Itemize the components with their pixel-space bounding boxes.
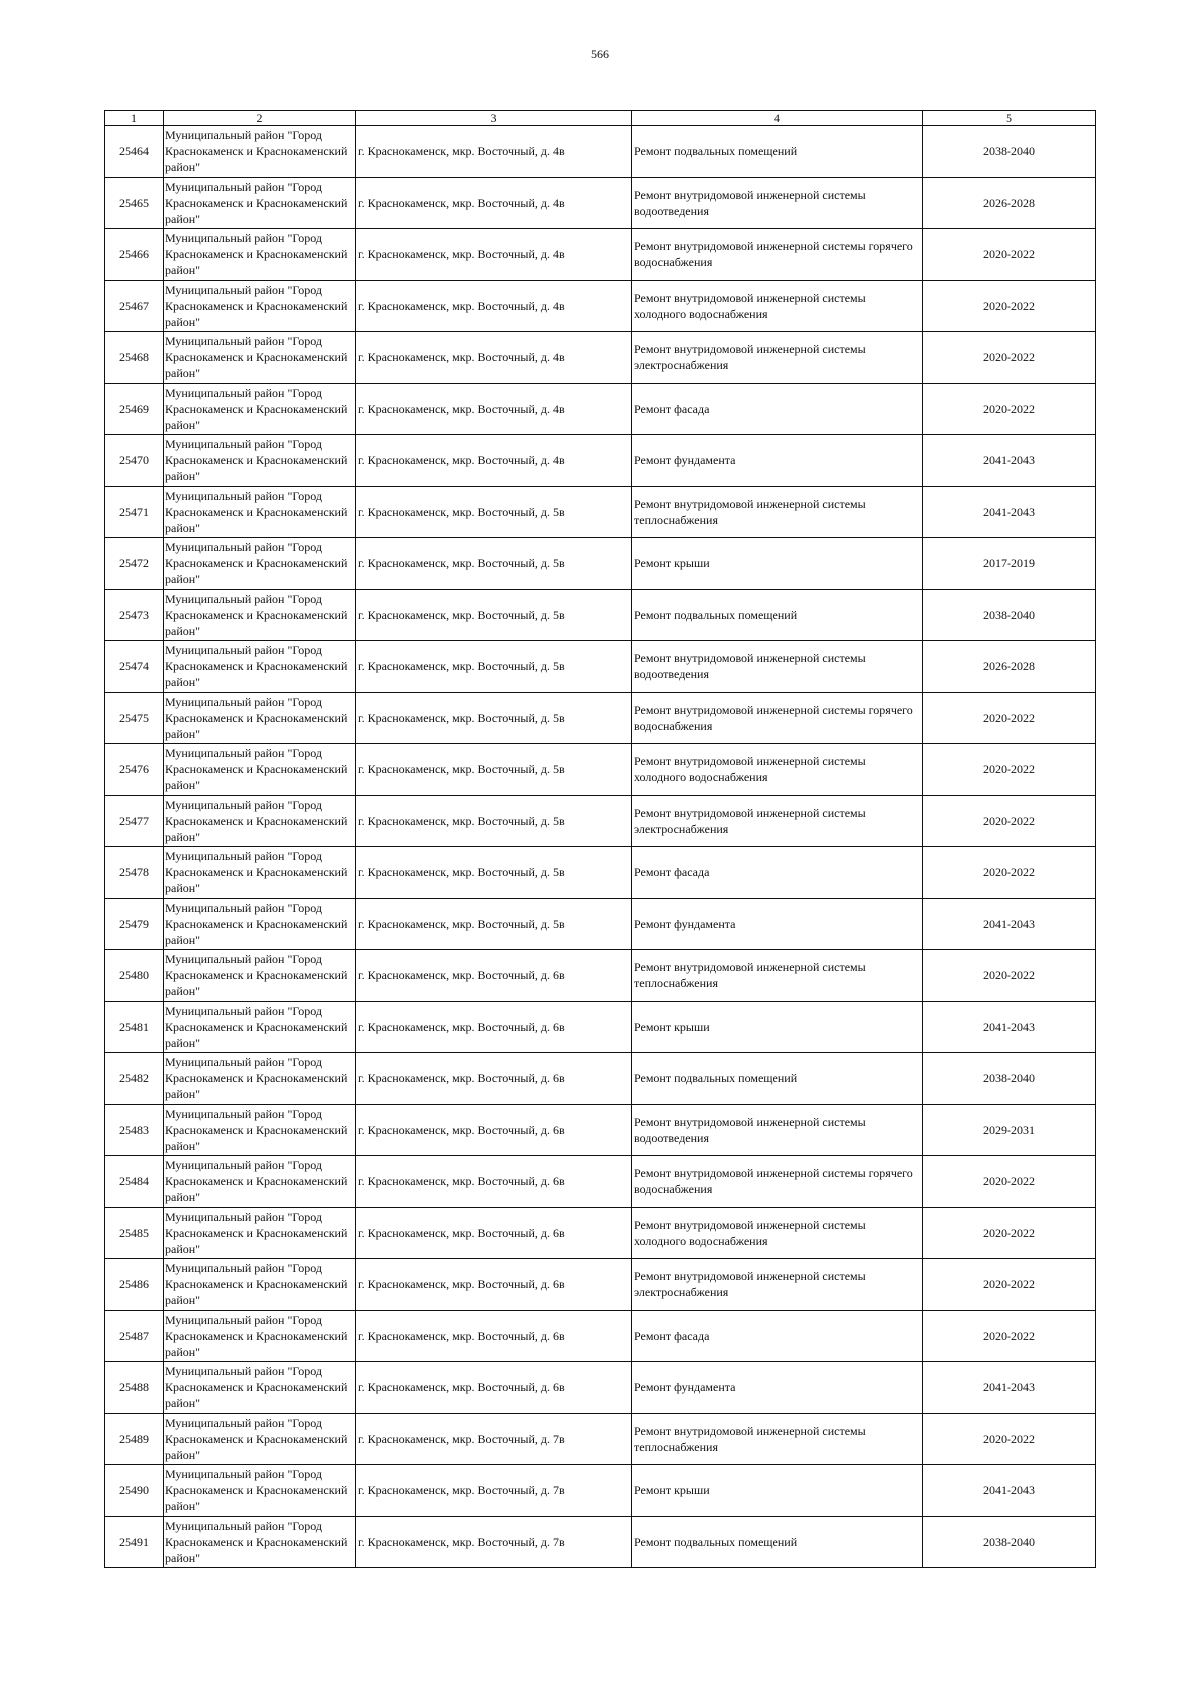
municipality-cell: Муниципальный район "Город Краснокаменск и Краснокаменский район" [164, 177, 356, 229]
address-cell: г. Краснокаменск, мкр. Восточный, д. 6в [356, 1362, 632, 1414]
header-cell-1: 1 [105, 111, 164, 126]
work-type-cell: Ремонт внутридомовой инженерной системы электроснабжения [632, 1259, 923, 1311]
table-row [105, 229, 1096, 281]
work-type-cell: Ремонт внутридомовой инженерной системы холодного водоснабжения [632, 1207, 923, 1259]
row-number-cell: 25475 [105, 692, 164, 744]
period-cell: 2020-2022 [923, 1413, 1096, 1465]
municipality-cell: Муниципальный район "Город Краснокаменск и Краснокаменский район" [164, 898, 356, 950]
table-row [105, 538, 1096, 590]
municipality-cell: Муниципальный район "Город Краснокаменск и Краснокаменский район" [164, 1516, 356, 1568]
row-number-cell: 25483 [105, 1104, 164, 1156]
period-cell: 2038-2040 [923, 1516, 1096, 1568]
table-row [105, 1207, 1096, 1259]
work-type-cell: Ремонт внутридомовой инженерной системы холодного водоснабжения [632, 744, 923, 796]
address-cell: г. Краснокаменск, мкр. Восточный, д. 4в [356, 280, 632, 332]
work-type-cell: Ремонт внутридомовой инженерной системы теплоснабжения [632, 486, 923, 538]
municipality-cell: Муниципальный район "Город Краснокаменск и Краснокаменский район" [164, 795, 356, 847]
row-number-cell: 25476 [105, 744, 164, 796]
address-cell: г. Краснокаменск, мкр. Восточный, д. 5в [356, 795, 632, 847]
municipality-cell: Муниципальный район "Город Краснокаменск и Краснокаменский район" [164, 126, 356, 178]
work-type-cell: Ремонт подвальных помещений [632, 126, 923, 178]
row-number-cell: 25491 [105, 1516, 164, 1568]
row-number-cell: 25466 [105, 229, 164, 281]
work-type-cell: Ремонт внутридомовой инженерной системы электроснабжения [632, 795, 923, 847]
period-cell: 2020-2022 [923, 1310, 1096, 1362]
work-type-cell: Ремонт внутридомовой инженерной системы теплоснабжения [632, 1413, 923, 1465]
municipality-cell: Муниципальный район "Город Краснокаменск и Краснокаменский район" [164, 847, 356, 899]
work-type-cell: Ремонт внутридомовой инженерной системы водоотведения [632, 1104, 923, 1156]
header-row [105, 111, 1096, 126]
municipality-cell: Муниципальный район "Город Краснокаменск и Краснокаменский район" [164, 280, 356, 332]
municipality-cell: Муниципальный район "Город Краснокаменск и Краснокаменский район" [164, 1104, 356, 1156]
row-number-cell: 25468 [105, 332, 164, 384]
header-cell-4: 4 [632, 111, 923, 126]
municipality-cell: Муниципальный район "Город Краснокаменск и Краснокаменский район" [164, 1156, 356, 1208]
period-cell: 2041-2043 [923, 1465, 1096, 1517]
municipality-cell: Муниципальный район "Город Краснокаменск и Краснокаменский район" [164, 229, 356, 281]
row-number-cell: 25480 [105, 950, 164, 1002]
period-cell: 2038-2040 [923, 126, 1096, 178]
work-type-cell: Ремонт внутридомовой инженерной системы холодного водоснабжения [632, 280, 923, 332]
table-row [105, 641, 1096, 693]
row-number-cell: 25472 [105, 538, 164, 590]
table-row [105, 1156, 1096, 1208]
address-cell: г. Краснокаменск, мкр. Восточный, д. 4в [356, 126, 632, 178]
period-cell: 2020-2022 [923, 744, 1096, 796]
municipality-cell: Муниципальный район "Город Краснокаменск и Краснокаменский район" [164, 950, 356, 1002]
row-number-cell: 25488 [105, 1362, 164, 1414]
address-cell: г. Краснокаменск, мкр. Восточный, д. 7в [356, 1413, 632, 1465]
period-cell: 2020-2022 [923, 847, 1096, 899]
address-cell: г. Краснокаменск, мкр. Восточный, д. 7в [356, 1516, 632, 1568]
work-type-cell: Ремонт подвальных помещений [632, 1053, 923, 1105]
municipality-cell: Муниципальный район "Город Краснокаменск и Краснокаменский район" [164, 486, 356, 538]
table-row [105, 898, 1096, 950]
table-row [105, 280, 1096, 332]
municipality-cell: Муниципальный район "Город Краснокаменск и Краснокаменский район" [164, 1310, 356, 1362]
table-row [105, 950, 1096, 1002]
municipality-cell: Муниципальный район "Город Краснокаменск и Краснокаменский район" [164, 589, 356, 641]
period-cell: 2020-2022 [923, 280, 1096, 332]
row-number-cell: 25489 [105, 1413, 164, 1465]
table-row [105, 486, 1096, 538]
period-cell: 2041-2043 [923, 898, 1096, 950]
period-cell: 2041-2043 [923, 1001, 1096, 1053]
municipality-cell: Муниципальный район "Город Краснокаменск и Краснокаменский район" [164, 1259, 356, 1311]
work-type-cell: Ремонт подвальных помещений [632, 589, 923, 641]
period-cell: 2020-2022 [923, 692, 1096, 744]
period-cell: 2020-2022 [923, 1207, 1096, 1259]
municipality-cell: Муниципальный район "Город Краснокаменск и Краснокаменский район" [164, 383, 356, 435]
table-row [105, 1001, 1096, 1053]
address-cell: г. Краснокаменск, мкр. Восточный, д. 6в [356, 1001, 632, 1053]
period-cell: 2029-2031 [923, 1104, 1096, 1156]
municipality-cell: Муниципальный район "Город Краснокаменск и Краснокаменский район" [164, 538, 356, 590]
table-row [105, 177, 1096, 229]
municipality-cell: Муниципальный район "Город Краснокаменск и Краснокаменский район" [164, 1207, 356, 1259]
work-type-cell: Ремонт крыши [632, 538, 923, 590]
table-row [105, 692, 1096, 744]
table-row [105, 1516, 1096, 1568]
table-row [105, 1053, 1096, 1105]
period-cell: 2038-2040 [923, 1053, 1096, 1105]
address-cell: г. Краснокаменск, мкр. Восточный, д. 5в [356, 898, 632, 950]
table-row [105, 744, 1096, 796]
table-row [105, 1259, 1096, 1311]
work-type-cell: Ремонт фундамента [632, 435, 923, 487]
municipality-cell: Муниципальный район "Город Краснокаменск и Краснокаменский район" [164, 641, 356, 693]
work-type-cell: Ремонт фасада [632, 1310, 923, 1362]
period-cell: 2017-2019 [923, 538, 1096, 590]
period-cell: 2041-2043 [923, 1362, 1096, 1414]
row-number-cell: 25473 [105, 589, 164, 641]
work-type-cell: Ремонт внутридомовой инженерной системы водоотведения [632, 177, 923, 229]
row-number-cell: 25477 [105, 795, 164, 847]
repair-schedule-table [104, 110, 1096, 1568]
municipality-cell: Муниципальный район "Город Краснокаменск и Краснокаменский район" [164, 1465, 356, 1517]
work-type-cell: Ремонт подвальных помещений [632, 1516, 923, 1568]
table-row [105, 1362, 1096, 1414]
work-type-cell: Ремонт внутридомовой инженерной системы теплоснабжения [632, 950, 923, 1002]
address-cell: г. Краснокаменск, мкр. Восточный, д. 6в [356, 950, 632, 1002]
municipality-cell: Муниципальный район "Город Краснокаменск и Краснокаменский район" [164, 1413, 356, 1465]
table-row [105, 1104, 1096, 1156]
table-row [105, 126, 1096, 178]
municipality-cell: Муниципальный район "Город Краснокаменск и Краснокаменский район" [164, 1001, 356, 1053]
row-number-cell: 25490 [105, 1465, 164, 1517]
period-cell: 2020-2022 [923, 229, 1096, 281]
row-number-cell: 25478 [105, 847, 164, 899]
row-number-cell: 25474 [105, 641, 164, 693]
address-cell: г. Краснокаменск, мкр. Восточный, д. 6в [356, 1207, 632, 1259]
page-number: 566 [591, 47, 609, 61]
row-number-cell: 25464 [105, 126, 164, 178]
header-cell-3: 3 [356, 111, 632, 126]
period-cell: 2020-2022 [923, 383, 1096, 435]
work-type-cell: Ремонт крыши [632, 1465, 923, 1517]
address-cell: г. Краснокаменск, мкр. Восточный, д. 4в [356, 435, 632, 487]
period-cell: 2041-2043 [923, 486, 1096, 538]
row-number-cell: 25482 [105, 1053, 164, 1105]
address-cell: г. Краснокаменск, мкр. Восточный, д. 5в [356, 847, 632, 899]
header-cell-5: 5 [923, 111, 1096, 126]
row-number-cell: 25487 [105, 1310, 164, 1362]
period-cell: 2038-2040 [923, 589, 1096, 641]
address-cell: г. Краснокаменск, мкр. Восточный, д. 6в [356, 1156, 632, 1208]
work-type-cell: Ремонт внутридомовой инженерной системы горячего водоснабжения [632, 692, 923, 744]
address-cell: г. Краснокаменск, мкр. Восточный, д. 5в [356, 641, 632, 693]
period-cell: 2020-2022 [923, 332, 1096, 384]
address-cell: г. Краснокаменск, мкр. Восточный, д. 6в [356, 1310, 632, 1362]
work-type-cell: Ремонт фасада [632, 847, 923, 899]
address-cell: г. Краснокаменск, мкр. Восточный, д. 4в [356, 229, 632, 281]
row-number-cell: 25484 [105, 1156, 164, 1208]
row-number-cell: 25481 [105, 1001, 164, 1053]
address-cell: г. Краснокаменск, мкр. Восточный, д. 5в [356, 692, 632, 744]
address-cell: г. Краснокаменск, мкр. Восточный, д. 4в [356, 177, 632, 229]
municipality-cell: Муниципальный район "Город Краснокаменск и Краснокаменский район" [164, 692, 356, 744]
row-number-cell: 25465 [105, 177, 164, 229]
table-body [105, 126, 1096, 1568]
period-cell: 2026-2028 [923, 641, 1096, 693]
period-cell: 2020-2022 [923, 795, 1096, 847]
address-cell: г. Краснокаменск, мкр. Восточный, д. 6в [356, 1053, 632, 1105]
work-type-cell: Ремонт фундамента [632, 898, 923, 950]
address-cell: г. Краснокаменск, мкр. Восточный, д. 5в [356, 538, 632, 590]
header-cell-2: 2 [164, 111, 356, 126]
row-number-cell: 25467 [105, 280, 164, 332]
period-cell: 2020-2022 [923, 1259, 1096, 1311]
table-row [105, 332, 1096, 384]
row-number-cell: 25470 [105, 435, 164, 487]
table-row [105, 1310, 1096, 1362]
address-cell: г. Краснокаменск, мкр. Восточный, д. 7в [356, 1465, 632, 1517]
work-type-cell: Ремонт внутридомовой инженерной системы водоотведения [632, 641, 923, 693]
municipality-cell: Муниципальный район "Город Краснокаменск и Краснокаменский район" [164, 332, 356, 384]
work-type-cell: Ремонт внутридомовой инженерной системы горячего водоснабжения [632, 1156, 923, 1208]
work-type-cell: Ремонт внутридомовой инженерной системы горячего водоснабжения [632, 229, 923, 281]
municipality-cell: Муниципальный район "Город Краснокаменск и Краснокаменский район" [164, 435, 356, 487]
address-cell: г. Краснокаменск, мкр. Восточный, д. 4в [356, 332, 632, 384]
work-type-cell: Ремонт внутридомовой инженерной системы электроснабжения [632, 332, 923, 384]
municipality-cell: Муниципальный район "Город Краснокаменск и Краснокаменский район" [164, 1053, 356, 1105]
period-cell: 2020-2022 [923, 950, 1096, 1002]
period-cell: 2026-2028 [923, 177, 1096, 229]
address-cell: г. Краснокаменск, мкр. Восточный, д. 4в [356, 383, 632, 435]
table-row [105, 847, 1096, 899]
period-cell: 2041-2043 [923, 435, 1096, 487]
work-type-cell: Ремонт крыши [632, 1001, 923, 1053]
table-row [105, 383, 1096, 435]
row-number-cell: 25479 [105, 898, 164, 950]
table-row [105, 1413, 1096, 1465]
table-row [105, 1465, 1096, 1517]
table-row [105, 435, 1096, 487]
address-cell: г. Краснокаменск, мкр. Восточный, д. 6в [356, 1259, 632, 1311]
address-cell: г. Краснокаменск, мкр. Восточный, д. 6в [356, 1104, 632, 1156]
table-row [105, 795, 1096, 847]
address-cell: г. Краснокаменск, мкр. Восточный, д. 5в [356, 744, 632, 796]
municipality-cell: Муниципальный район "Город Краснокаменск и Краснокаменский район" [164, 744, 356, 796]
work-type-cell: Ремонт фундамента [632, 1362, 923, 1414]
row-number-cell: 25469 [105, 383, 164, 435]
address-cell: г. Краснокаменск, мкр. Восточный, д. 5в [356, 589, 632, 641]
period-cell: 2020-2022 [923, 1156, 1096, 1208]
row-number-cell: 25485 [105, 1207, 164, 1259]
table-row [105, 589, 1096, 641]
table-header [105, 111, 1096, 126]
row-number-cell: 25471 [105, 486, 164, 538]
work-type-cell: Ремонт фасада [632, 383, 923, 435]
address-cell: г. Краснокаменск, мкр. Восточный, д. 5в [356, 486, 632, 538]
municipality-cell: Муниципальный район "Город Краснокаменск и Краснокаменский район" [164, 1362, 356, 1414]
row-number-cell: 25486 [105, 1259, 164, 1311]
